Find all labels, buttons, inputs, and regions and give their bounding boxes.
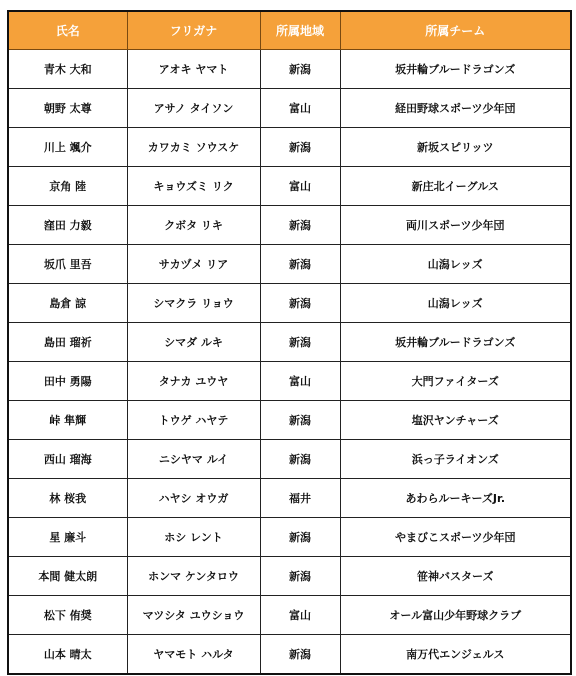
- cell-furigana: アサノ タイソン: [127, 89, 260, 128]
- cell-team: 塩沢ヤンチャーズ: [340, 401, 571, 440]
- cell-region: 富山: [260, 89, 340, 128]
- cell-region: 新潟: [260, 518, 340, 557]
- cell-name: 坂爪 里吾: [8, 245, 127, 284]
- cell-region: 新潟: [260, 128, 340, 167]
- cell-team: 笹神バスターズ: [340, 557, 571, 596]
- cell-region: 富山: [260, 596, 340, 635]
- cell-team: 新坂スピリッツ: [340, 128, 571, 167]
- table-row: [8, 518, 571, 557]
- table-row: [8, 284, 571, 323]
- table-row: [8, 440, 571, 479]
- table-row: [8, 89, 571, 128]
- cell-team: 経田野球スポーツ少年団: [340, 89, 571, 128]
- cell-region: 新潟: [260, 50, 340, 89]
- table-row: [8, 635, 571, 675]
- cell-furigana: アオキ ヤマト: [127, 50, 260, 89]
- cell-region: 新潟: [260, 635, 340, 675]
- cell-furigana: タナカ ユウヤ: [127, 362, 260, 401]
- table-row: [8, 362, 571, 401]
- cell-name: 川上 颯介: [8, 128, 127, 167]
- cell-name: 朝野 太尊: [8, 89, 127, 128]
- cell-team: オール富山少年野球クラブ: [340, 596, 571, 635]
- cell-region: 新潟: [260, 206, 340, 245]
- header-name: 氏名: [8, 11, 127, 50]
- cell-region: 福井: [260, 479, 340, 518]
- table-row: [8, 167, 571, 206]
- cell-furigana: サカヅメ リア: [127, 245, 260, 284]
- cell-name: 島田 瑠祈: [8, 323, 127, 362]
- table-row: [8, 128, 571, 167]
- cell-region: 新潟: [260, 245, 340, 284]
- cell-team: あわらルーキーズJr.: [340, 479, 571, 518]
- cell-team: 山潟レッズ: [340, 284, 571, 323]
- cell-name: 松下 侑奨: [8, 596, 127, 635]
- header-team: 所属チーム: [340, 11, 571, 50]
- cell-furigana: ホンマ ケンタロウ: [127, 557, 260, 596]
- cell-name: 本間 健太朗: [8, 557, 127, 596]
- cell-name: 峠 隼輝: [8, 401, 127, 440]
- cell-team: 新庄北イーグルス: [340, 167, 571, 206]
- cell-name: 島倉 諒: [8, 284, 127, 323]
- cell-team: やまびこスポーツ少年団: [340, 518, 571, 557]
- table-row: [8, 479, 571, 518]
- cell-name: 京角 陸: [8, 167, 127, 206]
- table-row: [8, 206, 571, 245]
- cell-furigana: ヤマモト ハルタ: [127, 635, 260, 675]
- cell-team: 南万代エンジェルス: [340, 635, 571, 675]
- cell-furigana: トウゲ ハヤテ: [127, 401, 260, 440]
- table-row: [8, 50, 571, 89]
- table-row: [8, 401, 571, 440]
- table-row: [8, 596, 571, 635]
- roster-table-container: [7, 10, 570, 675]
- cell-furigana: ハヤシ オウガ: [127, 479, 260, 518]
- cell-name: 田中 勇陽: [8, 362, 127, 401]
- cell-region: 新潟: [260, 401, 340, 440]
- cell-team: 大門ファイターズ: [340, 362, 571, 401]
- cell-name: 林 桜我: [8, 479, 127, 518]
- table-row: [8, 245, 571, 284]
- cell-furigana: クボタ リキ: [127, 206, 260, 245]
- cell-region: 新潟: [260, 557, 340, 596]
- table-row: [8, 557, 571, 596]
- cell-name: 星 廉斗: [8, 518, 127, 557]
- cell-furigana: シマクラ リョウ: [127, 284, 260, 323]
- table-body: [8, 50, 571, 675]
- cell-region: 富山: [260, 167, 340, 206]
- cell-region: 富山: [260, 362, 340, 401]
- cell-team: 坂井輪ブルードラゴンズ: [340, 50, 571, 89]
- table-row: [8, 323, 571, 362]
- cell-name: 山本 晴太: [8, 635, 127, 675]
- cell-name: 窪田 力毅: [8, 206, 127, 245]
- cell-region: 新潟: [260, 440, 340, 479]
- header-region: 所属地域: [260, 11, 340, 50]
- cell-furigana: マツシタ ユウショウ: [127, 596, 260, 635]
- cell-team: 坂井輪ブルードラゴンズ: [340, 323, 571, 362]
- cell-team: 山潟レッズ: [340, 245, 571, 284]
- cell-team: 両川スポーツ少年団: [340, 206, 571, 245]
- cell-region: 新潟: [260, 323, 340, 362]
- cell-name: 西山 瑠海: [8, 440, 127, 479]
- cell-region: 新潟: [260, 284, 340, 323]
- header-furigana: フリガナ: [127, 11, 260, 50]
- cell-furigana: シマダ ルキ: [127, 323, 260, 362]
- cell-furigana: ニシヤマ ルイ: [127, 440, 260, 479]
- cell-name: 青木 大和: [8, 50, 127, 89]
- roster-table: [7, 10, 572, 675]
- cell-team: 浜っ子ライオンズ: [340, 440, 571, 479]
- cell-furigana: キョウズミ リク: [127, 167, 260, 206]
- table-header-row: [8, 11, 571, 50]
- cell-furigana: カワカミ ソウスケ: [127, 128, 260, 167]
- cell-furigana: ホシ レント: [127, 518, 260, 557]
